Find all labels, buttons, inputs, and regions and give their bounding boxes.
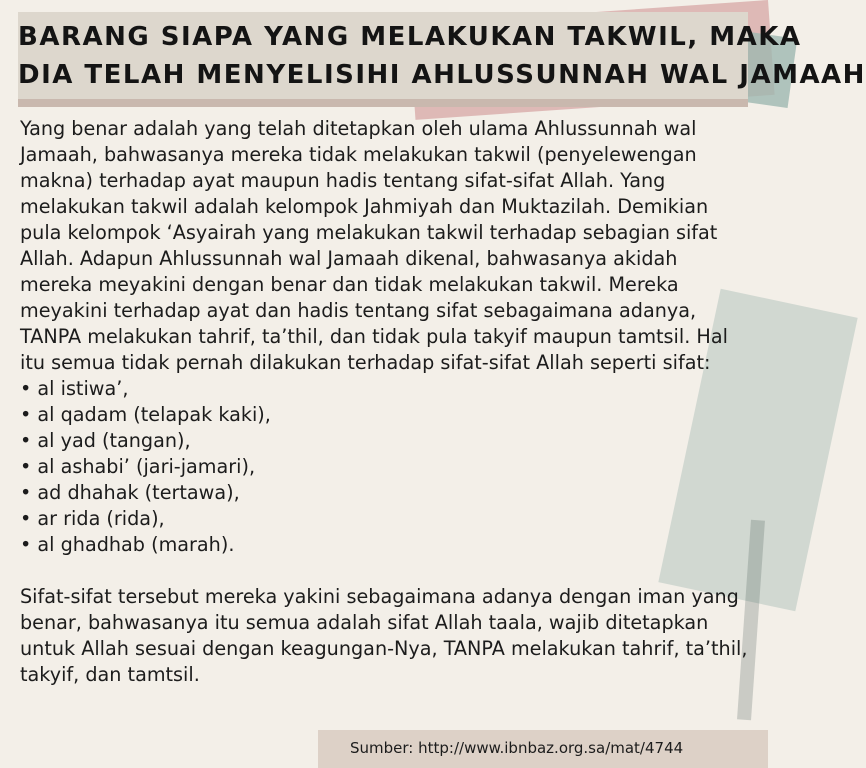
article-body: [20, 116, 748, 688]
list-item: • al qadam (telapak kaki),: [20, 402, 748, 428]
list-item: • ad dhahak (tertawa),: [20, 480, 748, 506]
list-item: • al istiwa’,: [20, 376, 748, 402]
paragraph-intro: Yang benar adalah yang telah ditetapkan oleh ulama Ahlussunnah wal Jamaah, bahwasanya mereka tidak melakukan takwil (penyelewengan makna) terhadap ayat maupun hadis tentang sifat-sifat Allah. Yang melakukan takwil adalah kelompok Jahmiyah dan Muktazilah. Demikian pula kelompok ‘Asyairah yang melakukan takwil terhadap sebagian sifat Allah. Adapun Ahlussunnah wal Jamaah dikenal, bahwasanya akidah mereka meyakini dengan benar dan tidak melakukan takwil. Mereka meyakini terhadap ayat dan hadis tentang sifat sebagaimana adanya, TANPA melakukan tahrif, ta’thil, dan tidak pula takyif maupun tamtsil. Hal itu semua tidak pernah dilakukan terhadap sifat-sifat Allah seperti sifat:: [20, 117, 728, 374]
page-title: [18, 18, 866, 94]
list-item: • al yad (tangan),: [20, 428, 748, 454]
title-line-1: BARANG SIAPA YANG MELAKUKAN TAKWIL, MAKA: [18, 22, 802, 52]
list-item: • al ghadhab (marah).: [20, 532, 748, 558]
list-item: • al ashabi’ (jari-jamari),: [20, 454, 748, 480]
paragraph-conclusion: Sifat-sifat tersebut mereka yakini sebagaimana adanya dengan iman yang benar, bahwasanya itu semua adalah sifat Allah taala, wajib ditetapkan untuk Allah sesuai dengan keagungan-Nya, TANPA melakukan tahrif, ta’thil, takyif, dan tamtsil.: [20, 585, 748, 686]
attribute-list: [20, 376, 748, 558]
title-line-2: DIA TELAH MENYELISIHI AHLUSSUNNAH WAL JAMAAH: [18, 60, 866, 90]
source-citation: Sumber: http://www.ibnbaz.org.sa/mat/4744: [350, 739, 684, 757]
list-item: • ar rida (rida),: [20, 506, 748, 532]
